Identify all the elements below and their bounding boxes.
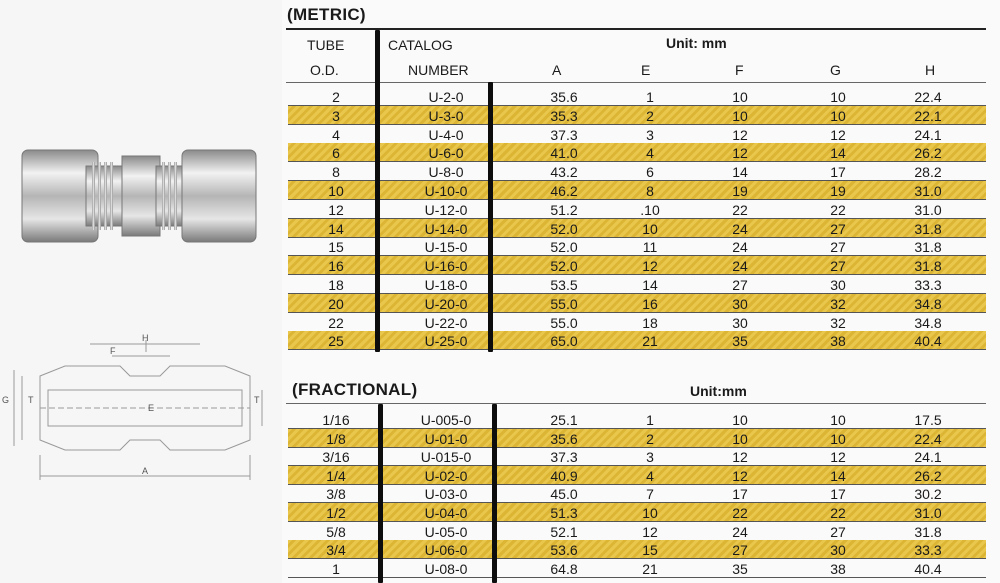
metric-cell-h: 31.8 [914, 239, 942, 256]
metric-cell-tube: 10 [328, 183, 344, 199]
fractional-cell-cat: U-06-0 [424, 542, 468, 559]
metric-row [288, 275, 986, 293]
fractional-cell-tube: 3/8 [326, 486, 346, 503]
metric-row [288, 87, 986, 105]
metric-cell-f: 12 [732, 145, 748, 162]
metric-cell-cat: U-16-0 [424, 258, 468, 275]
metric-cell-cat: U-2-0 [428, 89, 464, 105]
metric-cell-g: 27 [830, 220, 846, 237]
metric-cell-cat: U-22-0 [424, 314, 468, 331]
metric-cell-e: 21 [642, 333, 658, 350]
fractional-cell-e: 12 [642, 523, 658, 540]
fractional-cell-h: 40.4 [914, 560, 942, 577]
fractional-row [288, 429, 986, 447]
fractional-row [288, 410, 986, 428]
metric-cell-f: 19 [732, 183, 748, 199]
fractional-top-rule [286, 403, 986, 404]
fractional-cell-e: 10 [642, 505, 658, 521]
fractional-cell-a: 25.1 [550, 412, 578, 428]
metric-cell-f: 12 [732, 126, 748, 143]
metric-cell-tube: 15 [328, 239, 344, 256]
fractional-divider-left [378, 404, 383, 583]
metric-cell-e: 2 [646, 107, 654, 124]
fractional-cell-tube: 1/8 [326, 430, 346, 447]
metric-cell-g: 22 [830, 201, 846, 218]
fractional-cell-tube: 5/8 [326, 523, 346, 540]
fractional-divider-right [492, 404, 497, 583]
metric-cell-g: 10 [830, 89, 846, 105]
metric-row [288, 294, 986, 312]
metric-top-rule [286, 28, 986, 30]
metric-cell-f: 24 [732, 258, 748, 275]
fractional-cell-e: 1 [646, 412, 654, 428]
metric-cell-f: 30 [732, 295, 748, 312]
metric-cell-g: 30 [830, 277, 846, 293]
metric-cell-e: 11 [642, 239, 658, 256]
metric-cell-g: 10 [830, 107, 846, 124]
header-tube-line2: O.D. [310, 62, 339, 78]
fractional-cell-tube: 1/4 [326, 467, 346, 484]
fractional-cell-f: 24 [732, 523, 748, 540]
metric-cell-a: 43.2 [550, 164, 578, 181]
metric-cell-tube: 18 [328, 277, 344, 293]
fractional-cell-g: 27 [830, 523, 846, 540]
drawing-label-g: G [2, 395, 10, 405]
fractional-cell-a: 53.6 [550, 542, 578, 559]
fractional-cell-tube: 1 [332, 560, 340, 577]
metric-cell-f: 30 [732, 314, 748, 331]
metric-cell-g: 19 [830, 183, 846, 199]
fractional-cell-g: 22 [830, 505, 846, 521]
metric-cell-h: 24.1 [914, 126, 942, 143]
metric-cell-h: 31.8 [914, 220, 942, 237]
fractional-cell-a: 35.6 [550, 430, 578, 447]
metric-cell-e: 4 [646, 145, 654, 162]
fractional-cell-e: 21 [642, 560, 658, 577]
fractional-cell-a: 40.9 [550, 467, 578, 484]
metric-cell-f: 35 [732, 333, 748, 350]
header-col-e: E [641, 62, 651, 78]
metric-cell-h: 33.3 [914, 277, 942, 293]
drawing-label-a: A [142, 466, 149, 476]
metric-cell-g: 32 [830, 295, 846, 312]
fractional-cell-f: 12 [732, 449, 748, 466]
fractional-cell-cat: U-03-0 [424, 486, 468, 503]
metric-cell-tube: 22 [328, 314, 344, 331]
fractional-cell-cat: U-02-0 [424, 467, 468, 484]
fractional-cell-h: 26.2 [914, 467, 942, 484]
metric-cell-h: 22.1 [914, 107, 942, 124]
fractional-cell-a: 52.1 [550, 523, 578, 540]
metric-cell-tube: 8 [332, 164, 340, 181]
metric-section-title: (METRIC) [287, 5, 366, 24]
metric-cell-a: 35.6 [550, 89, 578, 105]
metric-cell-h: 26.2 [914, 145, 942, 162]
metric-cell-cat: U-8-0 [428, 164, 464, 181]
metric-cell-a: 55.0 [550, 295, 578, 312]
fractional-cell-h: 17.5 [914, 412, 942, 428]
header-col-g: G [830, 62, 841, 78]
metric-row [288, 106, 986, 124]
fractional-cell-cat: U-015-0 [420, 449, 472, 466]
metric-cell-cat: U-20-0 [424, 295, 468, 312]
metric-cell-a: 52.0 [550, 258, 578, 275]
metric-row [288, 237, 986, 255]
metric-cell-tube: 12 [328, 201, 344, 218]
metric-cell-g: 27 [830, 239, 846, 256]
metric-cell-cat: U-3-0 [428, 107, 464, 124]
metric-cell-tube: 6 [332, 145, 340, 162]
fractional-cell-tube: 3/16 [322, 449, 350, 466]
metric-cell-a: 65.0 [550, 333, 578, 350]
metric-cell-e: 12 [642, 258, 658, 275]
fractional-cell-f: 10 [732, 430, 748, 447]
metric-cell-cat: U-18-0 [424, 277, 468, 293]
fractional-cell-f: 12 [732, 467, 748, 484]
metric-cell-e: 14 [642, 277, 658, 293]
metric-cell-f: 27 [732, 277, 748, 293]
fractional-cell-f: 27 [732, 542, 748, 559]
metric-divider-right [488, 82, 493, 352]
fractional-cell-h: 31.8 [914, 523, 942, 540]
metric-cell-a: 53.5 [550, 277, 578, 293]
fractional-cell-g: 10 [830, 412, 846, 428]
fractional-cell-e: 15 [642, 542, 658, 559]
metric-row [288, 219, 986, 237]
fractional-cell-e: 2 [646, 430, 654, 447]
fractional-unit-label: Unit:mm [690, 383, 747, 399]
fractional-row [288, 466, 986, 484]
metric-cell-e: 3 [646, 126, 654, 143]
metric-divider-left [375, 30, 380, 352]
header-catalog-line2: NUMBER [408, 62, 469, 78]
metric-cell-e: 6 [646, 164, 654, 181]
metric-row [288, 181, 986, 199]
fractional-cell-g: 38 [830, 560, 846, 577]
metric-cell-h: 28.2 [914, 164, 942, 181]
metric-cell-f: 14 [732, 164, 748, 181]
metric-cell-tube: 14 [328, 220, 344, 237]
fractional-cell-h: 31.0 [914, 505, 942, 521]
fractional-row [288, 447, 986, 465]
metric-cell-a: 37.3 [550, 126, 578, 143]
fractional-cell-g: 10 [830, 430, 846, 447]
header-catalog-line1: CATALOG [388, 37, 453, 53]
metric-cell-g: 14 [830, 145, 846, 162]
metric-row [288, 313, 986, 331]
metric-cell-cat: U-10-0 [424, 183, 468, 199]
fractional-cell-a: 64.8 [550, 560, 578, 577]
metric-cell-a: 41.0 [550, 145, 578, 162]
metric-row [288, 125, 986, 143]
metric-row [288, 143, 986, 161]
metric-cell-f: 24 [732, 239, 748, 256]
metric-row [288, 200, 986, 218]
metric-cell-g: 17 [830, 164, 846, 181]
metric-cell-e: 8 [646, 183, 654, 199]
metric-cell-e: 1 [646, 89, 654, 105]
fractional-cell-a: 51.3 [550, 505, 578, 521]
metric-cell-tube: 25 [328, 333, 344, 350]
metric-cell-f: 10 [732, 107, 748, 124]
fractional-cell-cat: U-01-0 [424, 430, 468, 447]
fractional-cell-g: 14 [830, 467, 846, 484]
metric-unit-label: Unit: mm [666, 35, 727, 51]
metric-cell-tube: 2 [332, 89, 340, 105]
fractional-cell-e: 4 [646, 467, 654, 484]
metric-cell-h: 40.4 [914, 333, 942, 350]
metric-cell-g: 12 [830, 126, 846, 143]
metric-cell-e: 10 [642, 220, 658, 237]
fractional-cell-a: 45.0 [550, 486, 578, 503]
fractional-row [288, 503, 986, 521]
metric-cell-cat: U-6-0 [428, 145, 464, 162]
metric-cell-f: 10 [732, 89, 748, 105]
fractional-row [288, 484, 986, 502]
fractional-cell-h: 22.4 [914, 430, 942, 447]
metric-cell-e: 16 [642, 295, 658, 312]
metric-cell-cat: U-4-0 [428, 126, 464, 143]
fractional-cell-f: 22 [732, 505, 748, 521]
fractional-cell-g: 12 [830, 449, 846, 466]
fractional-cell-a: 37.3 [550, 449, 578, 466]
metric-cell-g: 38 [830, 333, 846, 350]
fractional-section-title: (FRACTIONAL) [292, 380, 418, 399]
metric-cell-e: 18 [642, 314, 658, 331]
metric-cell-a: 46.2 [550, 183, 578, 199]
drawing-label-t-right: T [254, 395, 260, 405]
metric-cell-h: 31.0 [914, 201, 942, 218]
metric-cell-a: 55.0 [550, 314, 578, 331]
fractional-cell-h: 24.1 [914, 449, 942, 466]
metric-cell-f: 22 [732, 201, 748, 218]
metric-cell-tube: 20 [328, 295, 344, 312]
drawing-label-h: H [142, 333, 149, 343]
header-tube-line1: TUBE [307, 37, 345, 53]
fractional-row [288, 522, 986, 540]
metric-cell-cat: U-15-0 [424, 239, 468, 256]
fractional-cell-f: 17 [732, 486, 748, 503]
metric-cell-h: 22.4 [914, 89, 942, 105]
fractional-cell-f: 35 [732, 560, 748, 577]
metric-cell-tube: 4 [332, 126, 340, 143]
fractional-cell-cat: U-04-0 [424, 505, 468, 521]
metric-cell-cat: U-14-0 [424, 220, 468, 237]
metric-cell-a: 35.3 [550, 107, 578, 124]
product-illustration-panel [0, 0, 282, 583]
fractional-row [288, 559, 986, 577]
metric-cell-g: 32 [830, 314, 846, 331]
fractional-cell-e: 7 [646, 486, 654, 503]
metric-header-rule [286, 82, 986, 83]
fractional-cell-g: 30 [830, 542, 846, 559]
metric-cell-a: 52.0 [550, 220, 578, 237]
metric-cell-cat: U-25-0 [424, 333, 468, 350]
fractional-cell-h: 30.2 [914, 486, 942, 503]
fractional-cell-cat: U-08-0 [424, 560, 468, 577]
header-col-a: A [552, 62, 562, 78]
metric-cell-h: 34.8 [914, 295, 942, 312]
metric-cell-g: 27 [830, 258, 846, 275]
metric-cell-tube: 3 [332, 107, 340, 124]
metric-cell-cat: U-12-0 [424, 201, 468, 218]
fractional-row [288, 540, 986, 558]
drawing-label-t-left: T [28, 395, 34, 405]
fractional-cell-e: 3 [646, 449, 654, 466]
metric-row [288, 331, 986, 349]
fractional-cell-h: 33.3 [914, 542, 942, 559]
fractional-cell-cat: U-005-0 [420, 412, 472, 428]
metric-row [288, 256, 986, 274]
drawing-label-e: E [148, 403, 155, 413]
header-col-h: H [925, 62, 936, 78]
metric-cell-tube: 16 [328, 258, 344, 275]
fractional-cell-cat: U-05-0 [424, 523, 468, 540]
fractional-cell-tube: 1/16 [322, 412, 350, 428]
metric-cell-h: 31.8 [914, 258, 942, 275]
metric-cell-a: 51.2 [550, 201, 578, 218]
metric-cell-e: .10 [640, 201, 660, 218]
drawing-label-f: F [110, 346, 116, 356]
metric-cell-h: 31.0 [914, 183, 942, 199]
fractional-cell-f: 10 [732, 412, 748, 428]
fractional-cell-g: 17 [830, 486, 846, 503]
metric-cell-a: 52.0 [550, 239, 578, 256]
union-dimension-drawing [0, 330, 282, 500]
metric-cell-h: 34.8 [914, 314, 942, 331]
header-col-f: F [735, 62, 744, 78]
fractional-cell-tube: 3/4 [326, 542, 346, 559]
metric-cell-f: 24 [732, 220, 748, 237]
fractional-cell-tube: 1/2 [326, 505, 346, 521]
metric-row [288, 162, 986, 180]
